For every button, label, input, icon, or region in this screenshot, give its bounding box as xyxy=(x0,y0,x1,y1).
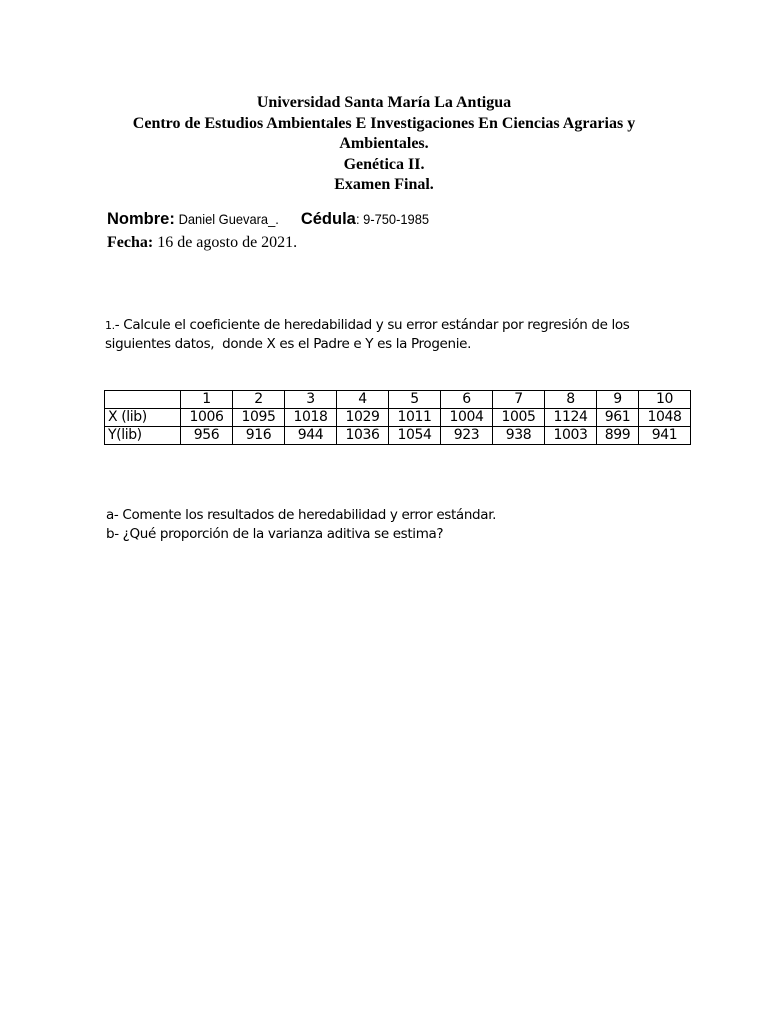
table-cell: 899 xyxy=(597,427,639,445)
table-header-cell: 2 xyxy=(233,391,285,409)
subquestions xyxy=(106,506,496,544)
table-cell: 1048 xyxy=(639,409,691,427)
question-text-line1: - Calcule el coeficiente de heredabilidad y su error estándar por regresión de los xyxy=(114,317,630,333)
date-line xyxy=(107,234,297,252)
table-header-cell: 1 xyxy=(181,391,233,409)
table-cell: 1124 xyxy=(545,409,597,427)
table-cell: 1018 xyxy=(285,409,337,427)
course-name: Genética II. xyxy=(343,155,425,173)
name-value: Daniel Guevara_. xyxy=(174,211,279,227)
university-name: Universidad Santa María La Antigua xyxy=(256,94,512,111)
name-label: Nombre: xyxy=(107,210,175,228)
question-text-line2: siguientes datos, donde X es el Padre e Y es la Progenie. xyxy=(105,336,472,352)
student-info-line xyxy=(107,210,435,229)
table-header-cell xyxy=(105,391,181,409)
subquestion-a: a- Comente los resultados de heredabilidad y error estándar. xyxy=(106,507,497,523)
data-table xyxy=(104,390,691,445)
table-header-cell: 5 xyxy=(389,391,441,409)
table-cell: 1011 xyxy=(389,409,441,427)
exam-title: Examen Final. xyxy=(334,176,434,193)
table-header-cell: 7 xyxy=(493,391,545,409)
date-label: Fecha: xyxy=(107,234,154,251)
table-cell: 1095 xyxy=(233,409,285,427)
table-cell: 1003 xyxy=(545,427,597,445)
table-header-cell: 10 xyxy=(639,391,691,409)
exam-header xyxy=(0,93,768,196)
center-name-line2: Ambientales. xyxy=(339,135,429,152)
table-row xyxy=(105,427,691,445)
row-label: X (lib) xyxy=(105,409,181,427)
table-header-cell: 6 xyxy=(441,391,493,409)
question-number: 1. xyxy=(105,319,115,332)
table-cell: 961 xyxy=(597,409,639,427)
question-1 xyxy=(105,316,665,354)
table-cell: 938 xyxy=(493,427,545,445)
id-value: : 9-750-1985 xyxy=(355,211,429,227)
table-cell: 941 xyxy=(639,427,691,445)
table-cell: 944 xyxy=(285,427,337,445)
date-value: 16 de agosto de 2021. xyxy=(153,234,298,251)
table-cell: 1004 xyxy=(441,409,493,427)
table-header-cell: 4 xyxy=(337,391,389,409)
table-header-cell: 3 xyxy=(285,391,337,409)
table-cell: 923 xyxy=(441,427,493,445)
table-header-cell: 9 xyxy=(597,391,639,409)
subquestion-b: b- ¿Qué proporción de la varianza aditiva se estima? xyxy=(106,526,444,542)
table-cell: 1054 xyxy=(389,427,441,445)
table-cell: 1006 xyxy=(181,409,233,427)
table-cell: 956 xyxy=(181,427,233,445)
id-label: Cédula xyxy=(300,210,356,228)
table-header-cell: 8 xyxy=(545,391,597,409)
table-row xyxy=(105,409,691,427)
table-cell: 916 xyxy=(233,427,285,445)
center-name-line1: Centro de Estudios Ambientales E Investigaciones En Ciencias Agrarias y xyxy=(132,114,636,132)
table-cell: 1029 xyxy=(337,409,389,427)
row-label: Y(lib) xyxy=(105,427,181,445)
table-cell: 1005 xyxy=(493,409,545,427)
table-header-row xyxy=(105,391,691,409)
table-cell: 1036 xyxy=(337,427,389,445)
